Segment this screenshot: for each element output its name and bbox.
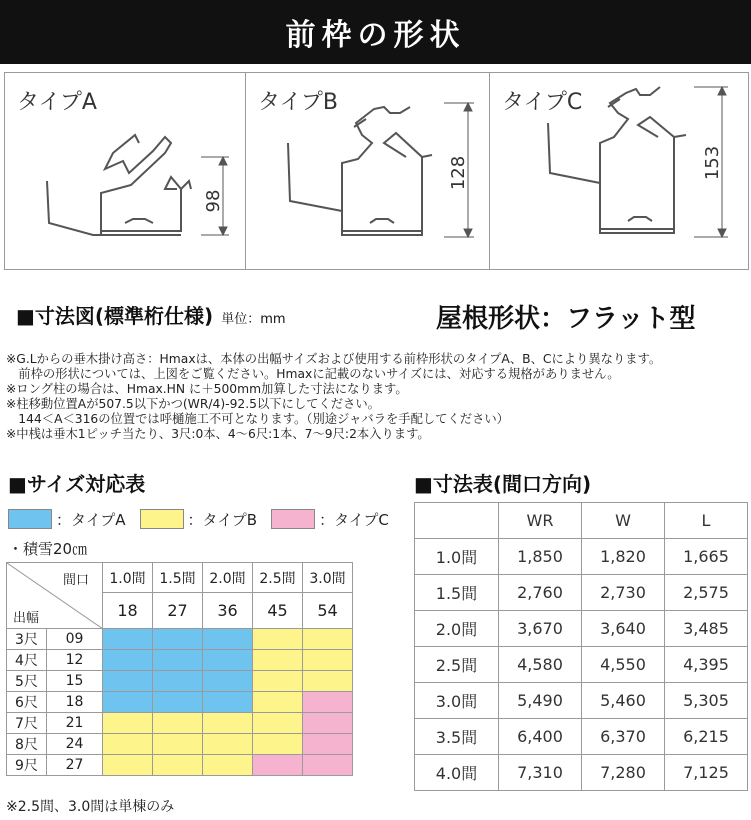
type-cell-a xyxy=(203,671,253,692)
note-line: 前枠の形状については、上図をご覧ください。Hmaxに記載のないサイズには、対応する規格がありません。 xyxy=(6,367,620,381)
note-line: ※G.Lからの垂木掛け高さ：Hmaxは、本体の出幅サイズおよび使用する前枠形状のタイプA、B、Cにより異なります。 xyxy=(6,352,662,366)
type-c-label: タイプC xyxy=(502,90,583,115)
table-row xyxy=(7,671,353,692)
type-cell-b xyxy=(303,629,353,650)
type-cell-a xyxy=(103,650,153,671)
column-code: 36 xyxy=(203,593,253,629)
type-a-dimension: 98 xyxy=(203,189,224,213)
type-cell-b xyxy=(103,734,153,755)
type-b-profile-drawing xyxy=(246,73,490,269)
type-a-profile-drawing xyxy=(5,73,246,269)
type-c-panel xyxy=(490,73,748,269)
row-code: 27 xyxy=(47,755,103,776)
row-code: 21 xyxy=(47,713,103,734)
legend-swatch-type-b xyxy=(140,509,184,529)
column-header: 1.5間 xyxy=(153,563,203,593)
notes-block xyxy=(6,352,748,442)
table-row xyxy=(7,629,353,650)
type-cell-a xyxy=(153,692,203,713)
type-cell-b xyxy=(103,713,153,734)
dim-cell: 6,400 xyxy=(499,719,582,755)
type-b-label: タイプB xyxy=(258,90,338,115)
dimension-table-heading: ■寸法表(間口方向) xyxy=(414,472,592,496)
column-header: 3.0間 xyxy=(303,563,353,593)
row-shaku: 8尺 xyxy=(7,734,47,755)
dim-cell: 6,370 xyxy=(582,719,665,755)
row-code: 24 xyxy=(47,734,103,755)
dim-row-label: 2.5間 xyxy=(415,647,499,683)
unit-label: 単位：mm xyxy=(221,312,286,327)
row-code: 09 xyxy=(47,629,103,650)
type-cell-b xyxy=(253,671,303,692)
legend-swatch-type-a xyxy=(8,509,52,529)
legend-label-type-c: ：タイプC xyxy=(319,510,389,529)
type-cell-b xyxy=(253,650,303,671)
type-cell-b xyxy=(203,755,253,776)
type-cell-b xyxy=(253,629,303,650)
table-row xyxy=(7,692,353,713)
page-title: 前枠の形状 xyxy=(285,18,466,53)
note-line: ※中桟は垂木1ピッチ当たり、3尺:0本、4〜6尺:1本、7〜9尺:2本入ります。 xyxy=(6,427,430,441)
column-code: 18 xyxy=(103,593,153,629)
table-row xyxy=(7,734,353,755)
header-maguchi: 間口 xyxy=(63,573,90,588)
column-code: 27 xyxy=(153,593,203,629)
column-code: 45 xyxy=(253,593,303,629)
dim-cell: 3,640 xyxy=(582,611,665,647)
type-cell-b xyxy=(203,713,253,734)
type-b-panel xyxy=(246,73,490,269)
dim-cell: 1,665 xyxy=(665,539,748,575)
size-table-heading: ■サイズ対応表 xyxy=(8,472,146,496)
column-header: 1.0間 xyxy=(103,563,153,593)
dimension-table xyxy=(414,502,748,791)
type-a-label: タイプA xyxy=(17,90,97,115)
type-cell-c xyxy=(253,755,303,776)
dim-row-label: 3.5間 xyxy=(415,719,499,755)
type-cell-c xyxy=(303,734,353,755)
dimension-drawing-heading xyxy=(16,300,286,329)
page-title-banner xyxy=(0,0,751,64)
row-shaku: 7尺 xyxy=(7,713,47,734)
type-cell-a xyxy=(103,671,153,692)
roof-shape-label: 屋根形状：フラット型 xyxy=(436,304,696,334)
type-c-profile-drawing xyxy=(490,73,748,269)
row-code: 12 xyxy=(47,650,103,671)
type-c-dimension: 153 xyxy=(702,145,723,181)
type-cell-a xyxy=(103,629,153,650)
legend-label-type-a: ：タイプA xyxy=(56,510,126,529)
dim-cell: 4,550 xyxy=(582,647,665,683)
dim-cell: 5,460 xyxy=(582,683,665,719)
dim-cell: 5,305 xyxy=(665,683,748,719)
dim-cell: 5,490 xyxy=(499,683,582,719)
note-line: ※ロング柱の場合は、Hmax.HN に＋500mm加算した寸法になります。 xyxy=(6,382,408,396)
legend-label-type-b: ：タイプB xyxy=(187,510,258,529)
type-cell-a xyxy=(203,692,253,713)
dim-table-corner xyxy=(415,503,499,539)
column-header: 2.0間 xyxy=(203,563,253,593)
type-cell-a xyxy=(153,629,203,650)
dim-cell: 4,395 xyxy=(665,647,748,683)
row-code: 18 xyxy=(47,692,103,713)
note-line: 144＜A＜316の位置では呼樋施工不可となります。（別途ジャバラを手配してください） xyxy=(6,412,509,426)
snow-load-label: ・積雪20㎝ xyxy=(8,540,88,558)
dim-cell: 3,485 xyxy=(665,611,748,647)
row-shaku: 9尺 xyxy=(7,755,47,776)
note-line: ※柱移動位置Aが507.5以下かつ(WR/4)-92.5以下にしてください。 xyxy=(6,397,380,411)
row-shaku: 5尺 xyxy=(7,671,47,692)
dim-row-label: 1.0間 xyxy=(415,539,499,575)
dim-cell: 1,820 xyxy=(582,539,665,575)
dim-column-header: W xyxy=(582,503,665,539)
row-code: 15 xyxy=(47,671,103,692)
type-cell-b xyxy=(303,650,353,671)
dimension-drawing-title: ■寸法図(標準桁仕様) xyxy=(16,304,214,328)
type-cell-a xyxy=(203,650,253,671)
dim-cell: 7,310 xyxy=(499,755,582,791)
type-cell-b xyxy=(153,713,203,734)
type-cell-c xyxy=(303,755,353,776)
type-cell-a xyxy=(203,629,253,650)
frame-types-panel xyxy=(4,72,749,270)
dim-row-label: 1.5間 xyxy=(415,575,499,611)
table-row xyxy=(7,650,353,671)
column-header: 2.5間 xyxy=(253,563,303,593)
dim-cell: 6,215 xyxy=(665,719,748,755)
dim-cell: 3,670 xyxy=(499,611,582,647)
dim-cell: 2,760 xyxy=(499,575,582,611)
dim-column-header: L xyxy=(665,503,748,539)
type-b-dimension: 128 xyxy=(448,155,469,191)
size-compatibility-table xyxy=(6,562,353,776)
type-cell-b xyxy=(103,755,153,776)
type-cell-c xyxy=(303,713,353,734)
dim-cell: 7,125 xyxy=(665,755,748,791)
dim-cell: 1,850 xyxy=(499,539,582,575)
type-cell-b xyxy=(153,734,203,755)
type-cell-a xyxy=(103,692,153,713)
dim-cell: 4,580 xyxy=(499,647,582,683)
legend-swatch-type-c xyxy=(271,509,315,529)
type-cell-c xyxy=(303,692,353,713)
row-shaku: 4尺 xyxy=(7,650,47,671)
column-code: 54 xyxy=(303,593,353,629)
dim-column-header: WR xyxy=(499,503,582,539)
dim-row-label: 3.0間 xyxy=(415,683,499,719)
type-cell-b xyxy=(303,671,353,692)
row-shaku: 6尺 xyxy=(7,692,47,713)
type-cell-a xyxy=(153,650,203,671)
dim-cell: 2,730 xyxy=(582,575,665,611)
type-cell-b xyxy=(153,755,203,776)
dim-cell: 7,280 xyxy=(582,755,665,791)
table-row xyxy=(7,755,353,776)
type-cell-b xyxy=(253,692,303,713)
dim-row-label: 2.0間 xyxy=(415,611,499,647)
type-cell-b xyxy=(253,713,303,734)
dim-cell: 2,575 xyxy=(665,575,748,611)
type-legend xyxy=(8,508,403,530)
type-cell-a xyxy=(153,671,203,692)
table-row xyxy=(7,713,353,734)
type-cell-b xyxy=(203,734,253,755)
row-shaku: 3尺 xyxy=(7,629,47,650)
type-cell-b xyxy=(253,734,303,755)
dim-row-label: 4.0間 xyxy=(415,755,499,791)
header-dehaba: 出幅 xyxy=(13,611,40,626)
type-a-panel xyxy=(5,73,246,269)
size-table-footnote: ※2.5間、3.0間は単棟のみ xyxy=(6,799,175,815)
table-corner-cell xyxy=(7,563,103,629)
